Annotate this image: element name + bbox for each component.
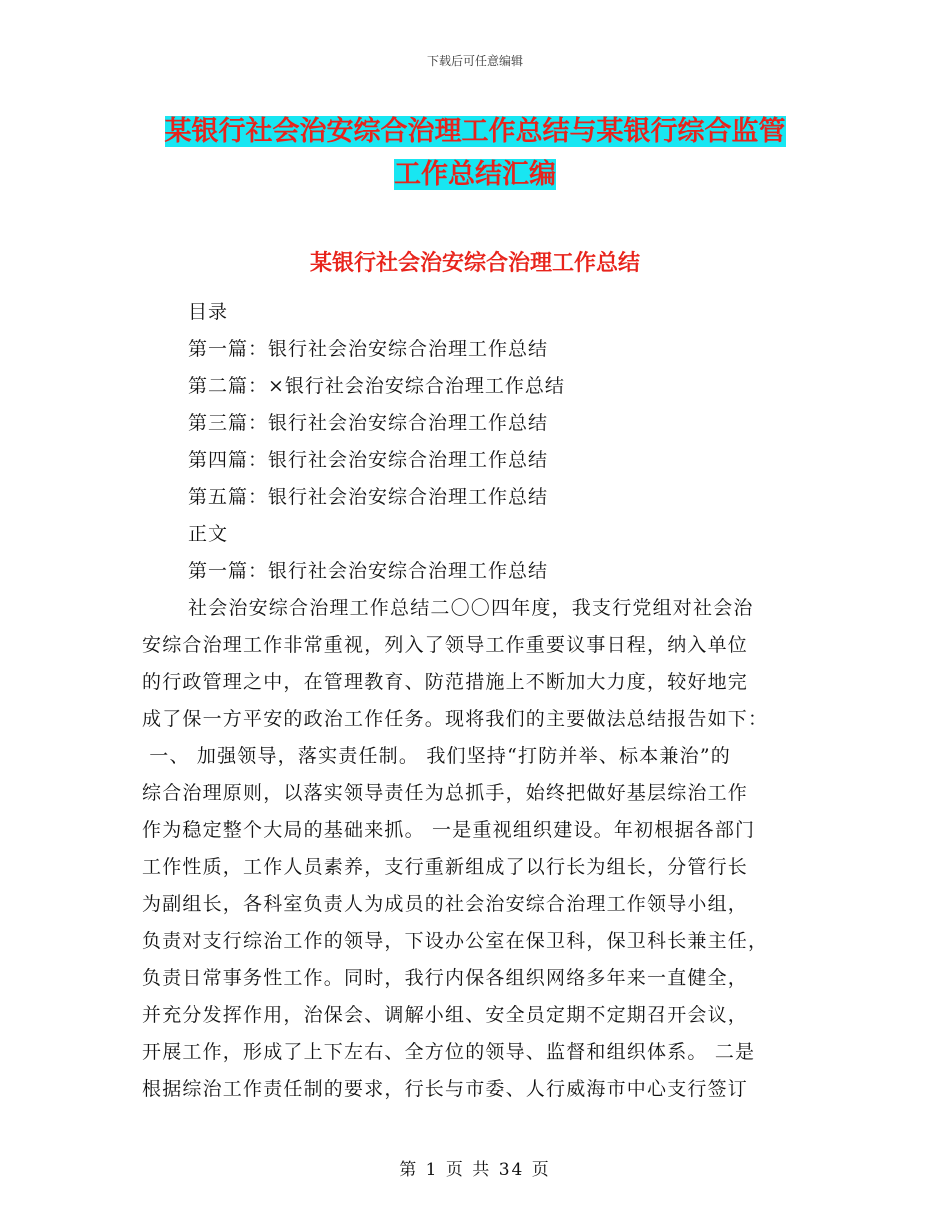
body-line: 综合治理原则，以落实领导责任为总抓手，始终把做好基层综治工作 — [142, 782, 749, 804]
table-of-contents — [188, 294, 565, 590]
body-line: 成了保一方平安的政治工作任务。现将我们的主要做法总结报告如下： — [142, 708, 769, 730]
section-title: 某银行社会治安综合治理工作总结 — [309, 251, 640, 276]
header-note: 下载后可任意编辑 — [426, 54, 523, 68]
body-line: 根据综治工作责任制的要求，行长与市委、人行威海市中心支行签订 — [142, 1078, 749, 1100]
body-line: 的行政管理之中，在管理教育、防范措施上不断加大力度，较好地完 — [142, 671, 749, 693]
article-heading: 第一篇：银行社会治安综合治理工作总结 — [188, 560, 549, 582]
document-title-line-1: 某银行社会治安综合治理工作总结与某银行综合监管 — [164, 116, 786, 147]
page-footer: 第 1 页 共 34 页 — [399, 1160, 551, 1180]
body-heading: 正文 — [188, 523, 229, 545]
body-line: 负责对支行综治工作的领导，下设办公室在保卫科，保卫科长兼主任， — [142, 930, 769, 952]
toc-item: 第四篇：银行社会治安综合治理工作总结 — [188, 449, 549, 471]
body-line: 开展工作，形成了上下左右、全方位的领导、监督和组织体系。 二是 — [142, 1041, 756, 1063]
body-line: 并充分发挥作用，治保会、调解小组、安全员定期不定期召开会议， — [142, 1004, 749, 1026]
document-title-line-2: 工作总结汇编 — [394, 159, 556, 190]
toc-item: 第五篇：银行社会治安综合治理工作总结 — [188, 486, 549, 508]
body-line: 负责日常事务性工作。同时，我行内保各组织网络多年来一直健全， — [142, 967, 749, 989]
toc-item: 第一篇：银行社会治安综合治理工作总结 — [188, 338, 549, 360]
toc-item: 第二篇：×银行社会治安综合治理工作总结 — [188, 375, 565, 397]
toc-heading: 目录 — [188, 301, 229, 323]
document-title — [150, 110, 800, 196]
body-line: 安综合治理工作非常重视，列入了领导工作重要议事日程，纳入单位 — [142, 634, 749, 656]
body-line: 工作性质，工作人员素养，支行重新组成了以行长为组长，分管行长 — [142, 856, 749, 878]
body-line: 作为稳定整个大局的基础来抓。 一是重视组织建设。年初根据各部门 — [142, 819, 756, 841]
body-line: 一、 加强领导，落实责任制。 我们坚持“打防并举、标本兼治”的 — [142, 745, 731, 767]
body-paragraph — [142, 590, 802, 1108]
body-line: 社会治安综合治理工作总结二〇〇四年度，我支行党组对社会治 — [188, 597, 754, 619]
body-line: 为副组长，各科室负责人为成员的社会治安综合治理工作领导小组， — [142, 893, 749, 915]
toc-item: 第三篇：银行社会治安综合治理工作总结 — [188, 412, 549, 434]
